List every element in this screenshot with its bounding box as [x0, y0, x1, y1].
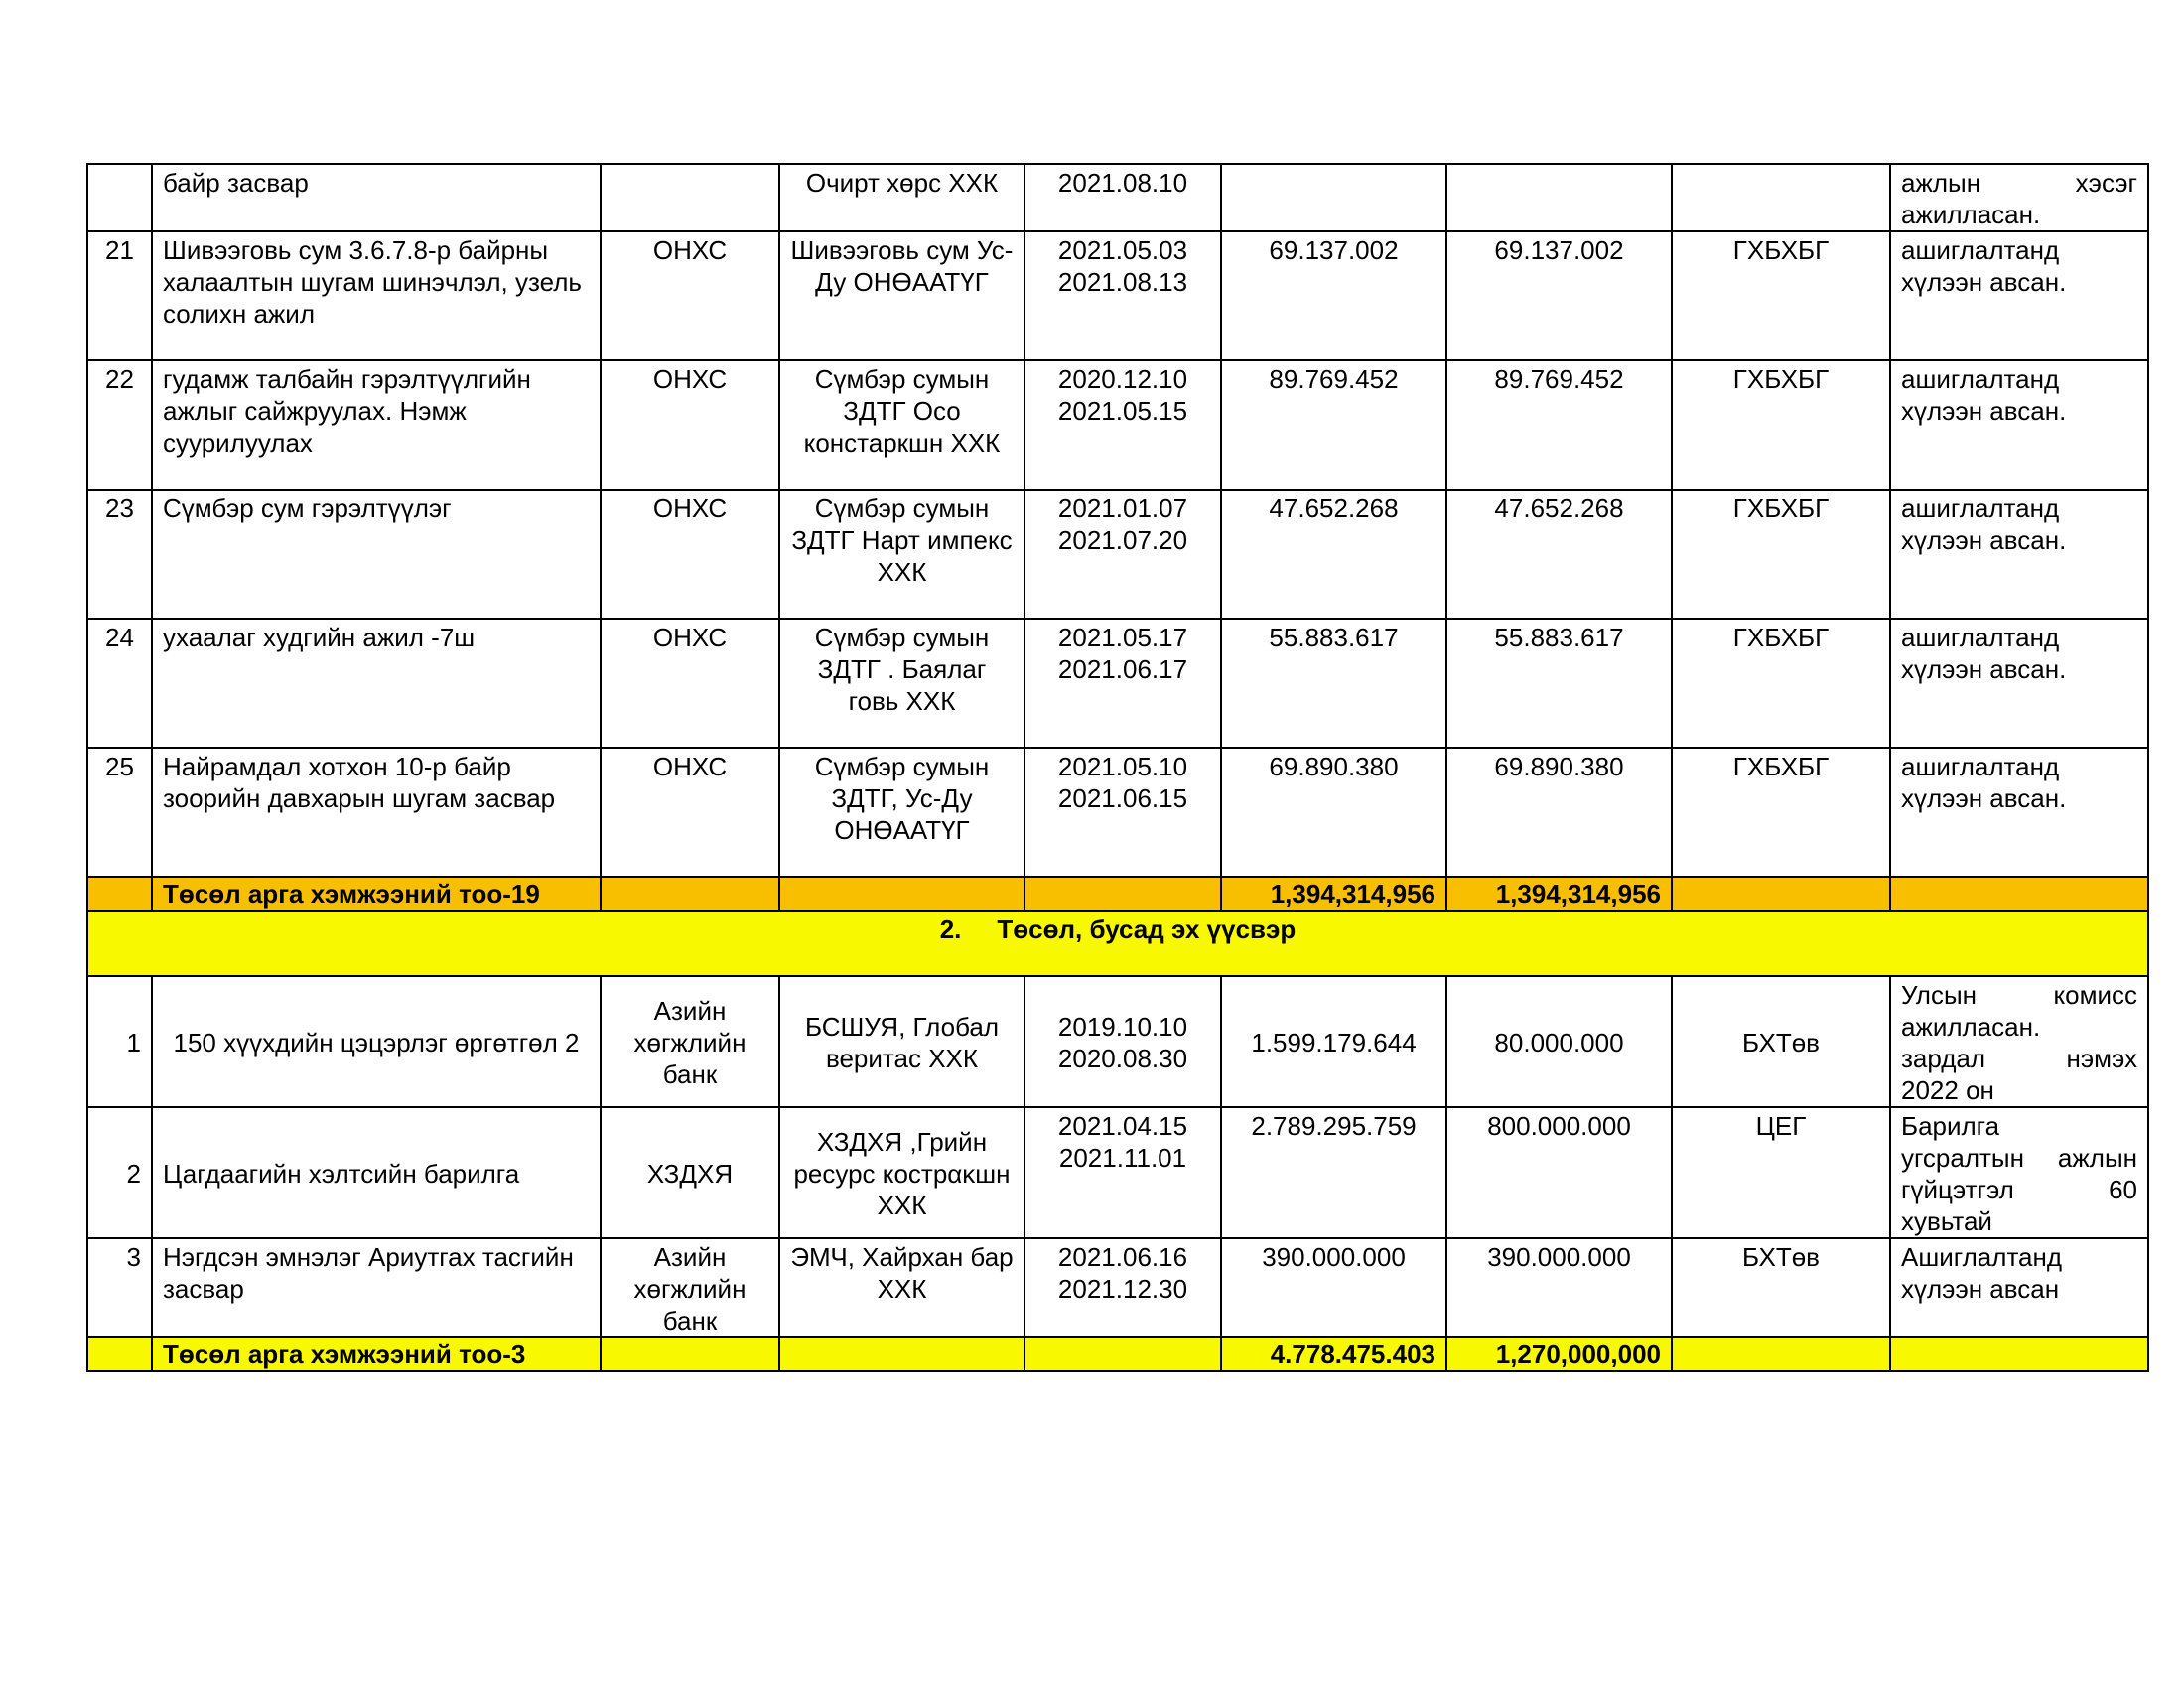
status: ажлын хэсэг ажилласан. — [1890, 164, 2148, 231]
status: ашиглалтанд хүлээн авсан. — [1890, 748, 2148, 877]
table-row — [87, 231, 2148, 360]
contractor: Сүмбэр сумын ЗДТГ Нарт импекс ХХК — [779, 490, 1024, 619]
owner: ГХБХБГ — [1672, 748, 1890, 877]
owner: ГХБХБГ — [1672, 360, 1890, 490]
date: 2021.08.10 — [1024, 164, 1221, 231]
section-title: Төсөл, бусад эх үүсвэр — [997, 914, 1297, 944]
funding-source: ОНХС — [601, 490, 779, 619]
cost: 69.137.002 — [1221, 231, 1446, 360]
owner: ГХБХБГ — [1672, 490, 1890, 619]
row-number: 2 — [87, 1107, 152, 1238]
contractor: Сүмбэр сумын ЗДТГ, Ус-Ду ОНӨААТҮГ — [779, 748, 1024, 877]
status: Улсын комисс ажилласан. зардал нэмэх 2022 он — [1890, 976, 2148, 1107]
contractor: БСШУЯ, Глобал веритас ХХК — [779, 976, 1024, 1107]
table-row — [87, 1107, 2148, 1238]
funded: 55.883.617 — [1446, 619, 1672, 748]
funding-source: Азийн хөгжлийн банк — [601, 976, 779, 1107]
project-name: 150 хүүхдийн цэцэрлэг өргөтгөл 2 — [152, 976, 601, 1107]
dates: 2021.06.16 2021.12.30 — [1024, 1238, 1221, 1337]
dates: 2021.05.03 2021.08.13 — [1024, 231, 1221, 360]
cost: 1.599.179.644 — [1221, 976, 1446, 1107]
funded: 80.000.000 — [1446, 976, 1672, 1107]
subtotal-cost: 4.778.475.403 — [1221, 1337, 1446, 1371]
subtotal-label: Төсөл арга хэмжээний тоо-3 — [152, 1337, 601, 1371]
status: Ашиглалтанд хүлээн авсан — [1890, 1238, 2148, 1337]
dates: 2020.12.10 2021.05.15 — [1024, 360, 1221, 490]
table-row — [87, 976, 2148, 1107]
subtotal-funded: 1,270,000,000 — [1446, 1337, 1672, 1371]
funded: 69.890.380 — [1446, 748, 1672, 877]
cost: 47.652.268 — [1221, 490, 1446, 619]
owner: БХТөв — [1672, 976, 1890, 1107]
funded: 69.137.002 — [1446, 231, 1672, 360]
funding-source: ОНХС — [601, 619, 779, 748]
dates: 2021.01.07 2021.07.20 — [1024, 490, 1221, 619]
owner: ГХБХБГ — [1672, 619, 1890, 748]
section-number: 2. — [939, 914, 962, 944]
table-row — [87, 748, 2148, 877]
row-number: 23 — [87, 490, 152, 619]
funded: 800.000.000 — [1446, 1107, 1672, 1238]
section-header — [87, 911, 2148, 976]
dates: 2021.05.10 2021.06.15 — [1024, 748, 1221, 877]
projects-table — [86, 163, 2149, 1372]
owner: БХТөв — [1672, 1238, 1890, 1337]
contractor: ЭМЧ, Хайрхан бар ХХК — [779, 1238, 1024, 1337]
table-row — [87, 619, 2148, 748]
status: ашиглалтанд хүлээн авсан. — [1890, 490, 2148, 619]
dates: 2021.05.17 2021.06.17 — [1024, 619, 1221, 748]
table-row — [87, 164, 2148, 231]
owner: ЦЕГ — [1672, 1107, 1890, 1238]
cost: 2.789.295.759 — [1221, 1107, 1446, 1238]
row-number: 25 — [87, 748, 152, 877]
status: Барилга угсралтын ажлын гүйцэтгэл 60 хувьтай — [1890, 1107, 2148, 1238]
contractor: ХЗДХЯ ,Грийн ресурс кострακшн ХХК — [779, 1107, 1024, 1238]
cost: 69.890.380 — [1221, 748, 1446, 877]
row-number: 3 — [87, 1238, 152, 1337]
contractor: Очирт хөрс ХХК — [779, 164, 1024, 231]
contractor: Шивээговь сум Ус-Ду ОНӨААТҮГ — [779, 231, 1024, 360]
row-number: 24 — [87, 619, 152, 748]
funded: 47.652.268 — [1446, 490, 1672, 619]
cost: 89.769.452 — [1221, 360, 1446, 490]
project-name: Сүмбэр сум гэрэлтүүлэг — [152, 490, 601, 619]
dates: 2019.10.10 2020.08.30 — [1024, 976, 1221, 1107]
status: ашиглалтанд хүлээн авсан. — [1890, 231, 2148, 360]
funding-source: Азийн хөгжлийн банк — [601, 1238, 779, 1337]
funding-source: ОНХС — [601, 231, 779, 360]
table-row — [87, 1238, 2148, 1337]
contractor: Сүмбэр сумын ЗДТГ . Баялаг говь ХХК — [779, 619, 1024, 748]
subtotal-row — [87, 877, 2148, 911]
status: ашиглалтанд хүлээн авсан. — [1890, 360, 2148, 490]
project-name: Нэгдсэн эмнэлэг Ариутгах тасгийн засвар — [152, 1238, 601, 1337]
row-number: 1 — [87, 976, 152, 1107]
cost: 390.000.000 — [1221, 1238, 1446, 1337]
funding-source: ХЗДХЯ — [601, 1107, 779, 1238]
subtotal-funded: 1,394,314,956 — [1446, 877, 1672, 911]
contractor: Сүмбэр сумын ЗДТГ Осо констаркшн ХХК — [779, 360, 1024, 490]
table-row — [87, 490, 2148, 619]
owner: ГХБХБГ — [1672, 231, 1890, 360]
project-name: Цагдаагийн хэлтсийн барилга — [152, 1107, 601, 1238]
subtotal-label: Төсөл арга хэмжээний тоо-19 — [152, 877, 601, 911]
project-name: Найрамдал хотхон 10-р байр зоорийн давхарын шугам засвар — [152, 748, 601, 877]
funding-source: ОНХС — [601, 748, 779, 877]
table-row — [87, 360, 2148, 490]
status: ашиглалтанд хүлээн авсан. — [1890, 619, 2148, 748]
funding-source: ОНХС — [601, 360, 779, 490]
funded: 390.000.000 — [1446, 1238, 1672, 1337]
subtotal-cost: 1,394,314,956 — [1221, 877, 1446, 911]
funded: 89.769.452 — [1446, 360, 1672, 490]
row-number: 22 — [87, 360, 152, 490]
project-name: Шивээговь сум 3.6.7.8-р байрны халаалтын шугам шинэчлэл, узель солихн ажил — [152, 231, 601, 360]
cost: 55.883.617 — [1221, 619, 1446, 748]
dates: 2021.04.15 2021.11.01 — [1024, 1107, 1221, 1238]
project-name: байр засвар — [152, 164, 601, 231]
subtotal-row — [87, 1337, 2148, 1371]
project-name: ухаалаг худгийн ажил -7ш — [152, 619, 601, 748]
row-number: 21 — [87, 231, 152, 360]
project-name: гудамж талбайн гэрэлтүүлгийн ажлыг сайжруулах. Нэмж суурилуулах — [152, 360, 601, 490]
